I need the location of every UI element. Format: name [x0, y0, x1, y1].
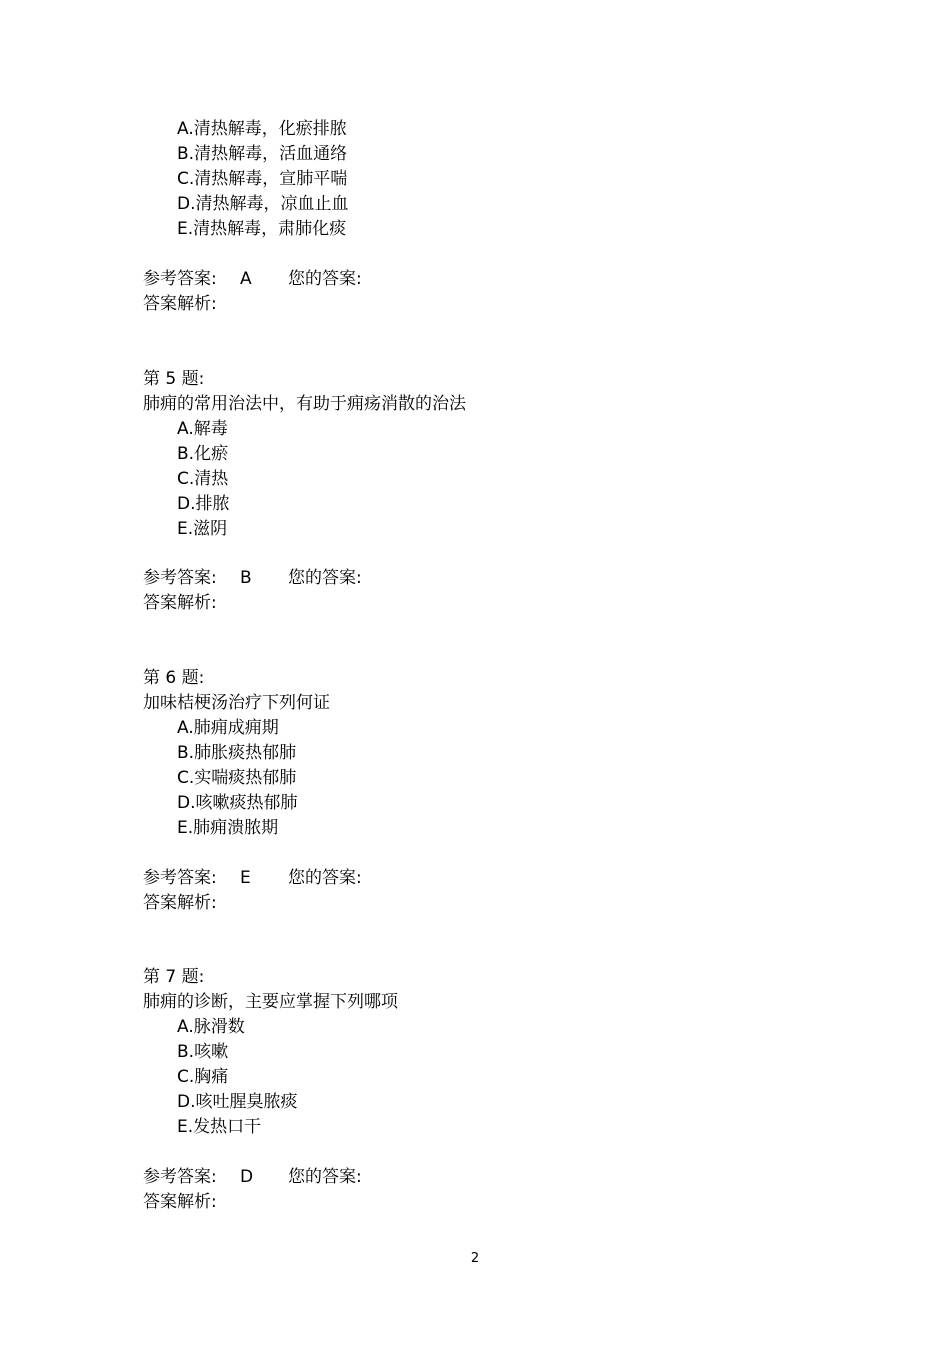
reference-answer-label: 参考答案:: [143, 868, 217, 888]
option-a: A.解毒: [177, 419, 228, 439]
option-b: B.肺胀痰热郁肺: [177, 743, 297, 763]
your-answer-label: 您的答案:: [288, 868, 362, 888]
option-d: D.排脓: [177, 494, 230, 514]
reference-answer-value: B: [240, 568, 252, 588]
question-number: 第 5 题:: [143, 369, 205, 389]
option-d: D.清热解毒，凉血止血: [177, 194, 349, 214]
analysis-label: 答案解析:: [143, 593, 217, 613]
reference-answer-label: 参考答案:: [143, 1167, 217, 1187]
question-stem: 加味桔梗汤治疗下列何证: [143, 693, 330, 713]
option-c: C.实喘痰热郁肺: [177, 768, 297, 788]
option-b: B.咳嗽: [177, 1042, 229, 1062]
option-b: B.化瘀: [177, 444, 229, 464]
reference-answer-value: D: [240, 1167, 254, 1187]
reference-answer-value: A: [240, 269, 252, 289]
option-c: C.胸痛: [177, 1067, 229, 1087]
question-stem: 肺痈的常用治法中，有助于痈疡消散的治法: [143, 394, 466, 414]
option-c: C.清热解毒，宣肺平喘: [177, 169, 348, 189]
reference-answer-label: 参考答案:: [143, 269, 217, 289]
option-c: C.清热: [177, 469, 229, 489]
option-d: D.咳吐腥臭脓痰: [177, 1092, 298, 1112]
page-number: 2: [470, 1251, 480, 1266]
analysis-label: 答案解析:: [143, 294, 217, 314]
your-answer-label: 您的答案:: [288, 1167, 362, 1187]
analysis-label: 答案解析:: [143, 1192, 217, 1212]
option-e: E.肺痈溃脓期: [177, 818, 279, 838]
your-answer-label: 您的答案:: [288, 269, 362, 289]
question-stem: 肺痈的诊断，主要应掌握下列哪项: [143, 992, 398, 1012]
option-e: E.滋阴: [177, 519, 228, 539]
your-answer-label: 您的答案:: [288, 568, 362, 588]
question-number: 第 7 题:: [143, 967, 205, 987]
option-e: E.发热口干: [177, 1117, 262, 1137]
reference-answer-label: 参考答案:: [143, 568, 217, 588]
reference-answer-value: E: [240, 868, 251, 888]
option-b: B.清热解毒，活血通络: [177, 144, 348, 164]
option-a: A.脉滑数: [177, 1017, 245, 1037]
option-a: A.肺痈成痈期: [177, 718, 279, 738]
option-d: D.咳嗽痰热郁肺: [177, 793, 298, 813]
option-a: A.清热解毒，化瘀排脓: [177, 119, 347, 139]
option-e: E.清热解毒，肃肺化痰: [177, 219, 347, 239]
analysis-label: 答案解析:: [143, 893, 217, 913]
question-number: 第 6 题:: [143, 668, 205, 688]
